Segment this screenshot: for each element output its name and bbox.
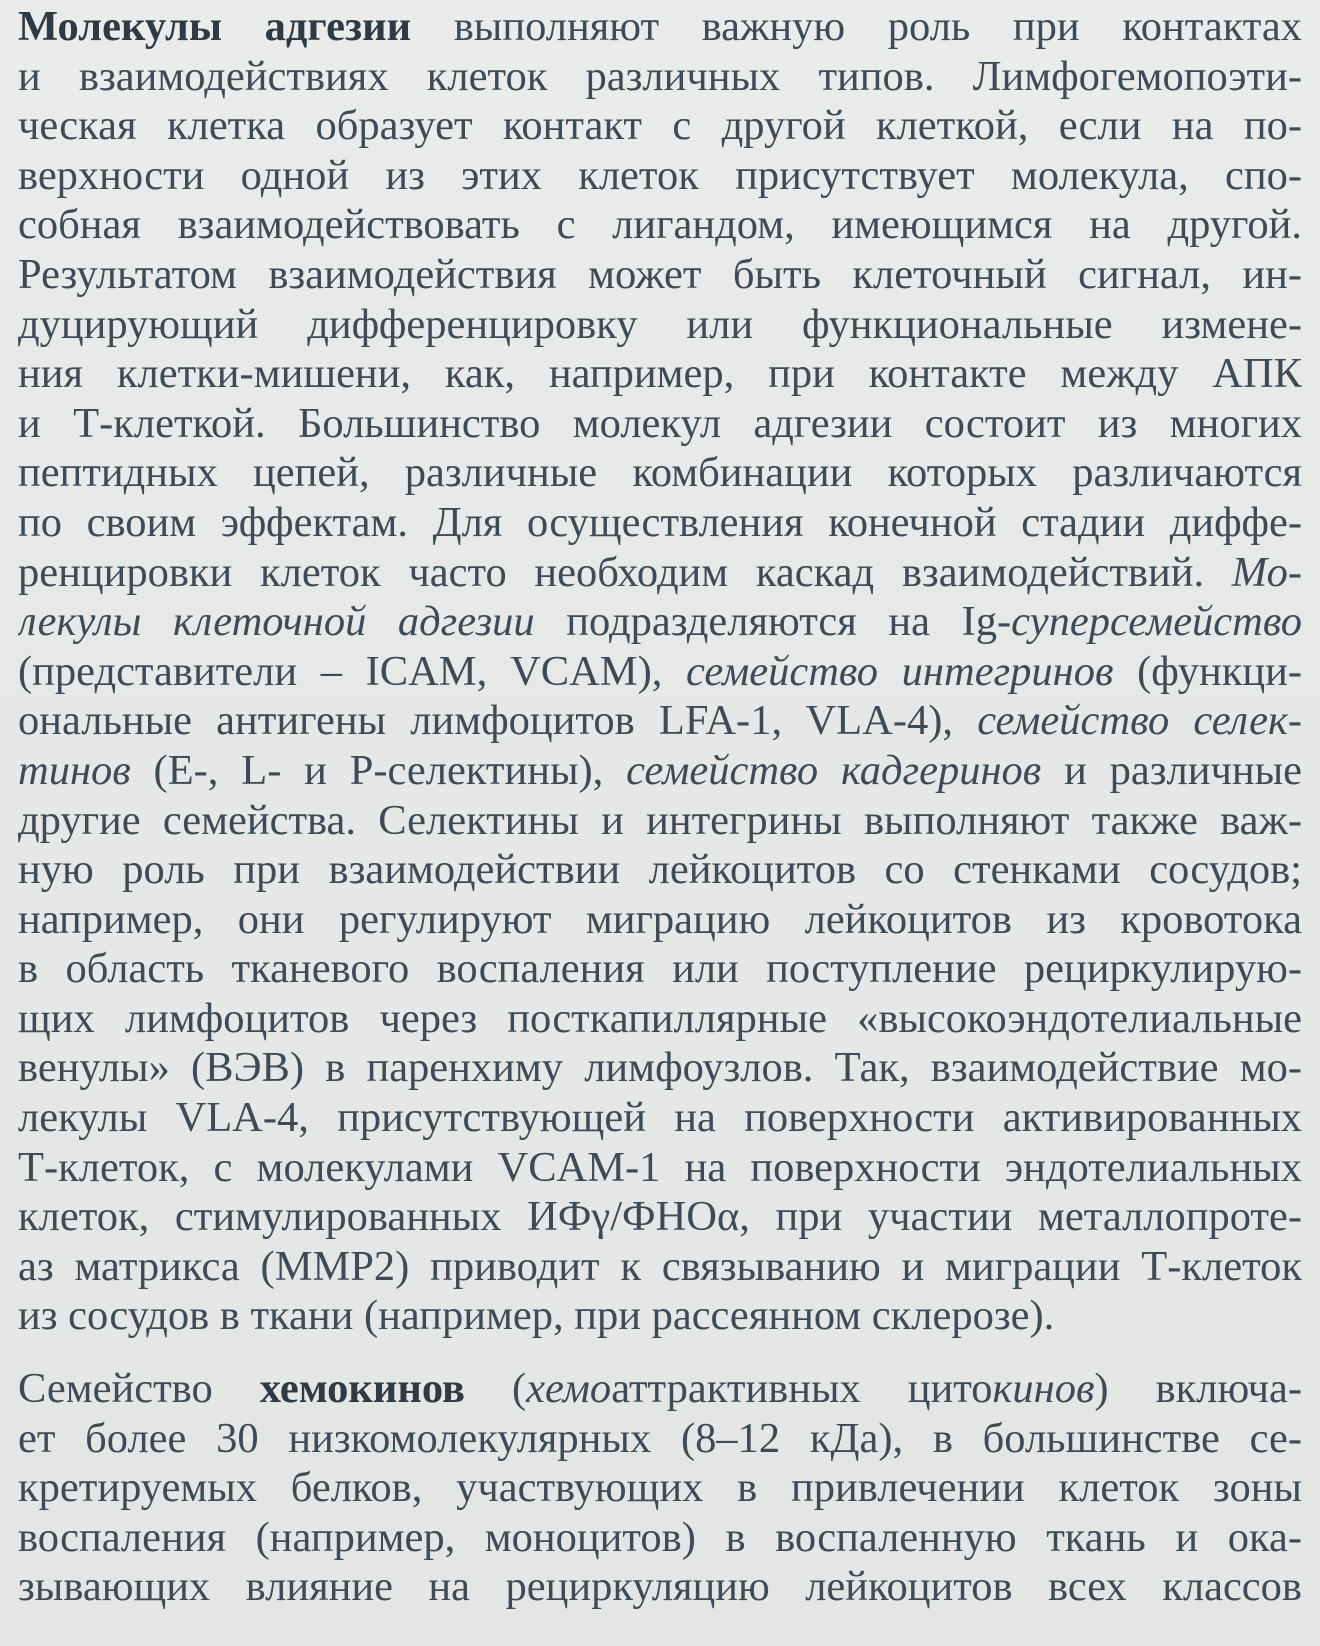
italic-term: семейство интегринов: [686, 647, 1114, 695]
italic-term: лекулы клеточной адгезии: [18, 598, 535, 646]
page-text: [18, 2, 1302, 1612]
text-line: [18, 1242, 1302, 1292]
text-run: воспаления (например, моноцитов) в воспаленную ткань и ока-: [18, 1513, 1302, 1561]
text-run: аз матрикса (ММР2) приводит к связыванию и миграции Т-клеток: [18, 1242, 1302, 1290]
text-line: [18, 1463, 1302, 1513]
text-run: собная взаимодействовать с лигандом, имеющимся на другой.: [18, 201, 1302, 249]
text-line: [18, 1192, 1302, 1242]
text-line: [18, 895, 1302, 945]
text-line: [18, 399, 1302, 449]
text-run: венулы» (ВЭВ) в паренхиму лимфоузлов. Так, взаимодействие мо-: [18, 1044, 1302, 1092]
text-line: [18, 1291, 1302, 1341]
text-run: ния клетки-мишени, как, например, при контакте между АПК: [18, 350, 1302, 398]
text-run: из сосудов в ткани (например, при рассеянном склерозе).: [18, 1292, 1055, 1340]
text-run: ональные антигены лимфоцитов LFA-1, VLA-4),: [18, 697, 978, 745]
text-run: например, они регулируют миграцию лейкоцитов из кровотока: [18, 895, 1302, 943]
paragraph-adhesion-molecules: [18, 2, 1302, 1341]
text-run: клеток, стимулированных ИФγ/ФНОα, при участии металлопроте-: [18, 1193, 1302, 1241]
text-run: и взаимодействиях клеток различных типов. Лимфогемопоэти-: [18, 52, 1302, 100]
text-run: аттрактивных цито: [611, 1365, 993, 1413]
text-run: лекулы VLA-4, присутствующей на поверхности активированных: [18, 1094, 1302, 1142]
text-run: ную роль при взаимодействии лейкоцитов со стенками сосудов;: [18, 846, 1302, 894]
text-line: [18, 796, 1302, 846]
text-run: Т-клеток, с молекулами VCAM-1 на поверхности эндотелиальных: [18, 1143, 1302, 1191]
text-line: [18, 1143, 1302, 1193]
text-run: щих лимфоцитов через посткапиллярные «высокоэндотелиальные: [18, 994, 1302, 1042]
text-line: [18, 2, 1302, 52]
text-line: [18, 1414, 1302, 1464]
text-run: ет более 30 низкомолекулярных (8–12 кДа), в большинстве се-: [18, 1414, 1302, 1462]
text-line: [18, 1364, 1302, 1414]
text-run: пептидных цепей, различные комбинации которых различаются: [18, 449, 1302, 497]
text-line: [18, 746, 1302, 796]
bold-term: Молекулы адгезии: [18, 3, 412, 50]
text-run: кретируемых белков, участвующих в привлечении клеток зоны: [18, 1464, 1302, 1512]
text-run: и различные: [1041, 746, 1302, 794]
text-line: [18, 200, 1302, 250]
italic-term: кинов: [992, 1365, 1095, 1413]
text-line: [18, 944, 1302, 994]
text-run: (функци-: [1113, 647, 1302, 695]
text-run: и Т-клеткой. Большинство молекул адгезии состоит из многих: [18, 399, 1302, 447]
text-run: верхности одной из этих клеток присутствует молекула, спо-: [18, 151, 1302, 199]
text-run: дуцирующий дифференцировку или функциональные измене-: [18, 300, 1302, 348]
text-run: подразделяются на Ig-: [534, 598, 1012, 646]
text-line: [18, 994, 1302, 1044]
italic-term: семейство кадгеринов: [626, 746, 1042, 794]
text-line: [18, 498, 1302, 548]
text-run: (Е-, L- и Р-селектины),: [130, 746, 627, 794]
text-line: [18, 597, 1302, 647]
paragraph-chemokines: [18, 1364, 1302, 1612]
text-line: [18, 151, 1302, 201]
text-run: ) включа-: [1094, 1365, 1302, 1413]
text-line: [18, 845, 1302, 895]
paragraph-gap: [18, 1341, 1302, 1364]
text-run: ренцировки клеток часто необходим каскад взаимодействий.: [18, 548, 1232, 596]
text-line: [18, 448, 1302, 498]
text-line: [18, 696, 1302, 746]
text-run: по своим эффектам. Для осуществления конечной стадии диффе-: [18, 498, 1302, 546]
text-line: [18, 349, 1302, 399]
text-run: ческая клетка образует контакт с другой клеткой, если на по-: [18, 102, 1302, 150]
text-run: Семейство: [18, 1365, 260, 1413]
text-line: [18, 52, 1302, 102]
bold-term: хемокинов: [259, 1365, 465, 1413]
text-run: другие семейства. Селектины и интегрины выполняют также важ-: [18, 796, 1302, 844]
text-run: (представители – ICAM, VCAM),: [18, 647, 687, 695]
text-line: [18, 300, 1302, 350]
italic-term: суперсемейство: [1011, 598, 1302, 646]
text-line: [18, 1043, 1302, 1093]
text-run: в область тканевого воспаления или поступление рециркулирую-: [18, 945, 1302, 993]
text-run: (: [465, 1365, 527, 1413]
text-line: [18, 1562, 1302, 1612]
text-line: [18, 647, 1302, 697]
text-line: [18, 1093, 1302, 1143]
text-run: зывающих влияние на рециркуляцию лейкоцитов всех классов: [18, 1563, 1302, 1611]
italic-term: хемо: [526, 1365, 612, 1413]
text-line: [18, 101, 1302, 151]
text-line: [18, 250, 1302, 300]
italic-term: семейство селек-: [977, 697, 1302, 745]
text-line: [18, 548, 1302, 598]
text-line: [18, 1513, 1302, 1563]
italic-term: тинов: [18, 746, 131, 794]
italic-term: Мо-: [1231, 548, 1302, 596]
text-run: Результатом взаимодействия может быть клеточный сигнал, ин-: [18, 250, 1302, 298]
text-run: выполняют важную роль при контактах: [411, 3, 1302, 50]
